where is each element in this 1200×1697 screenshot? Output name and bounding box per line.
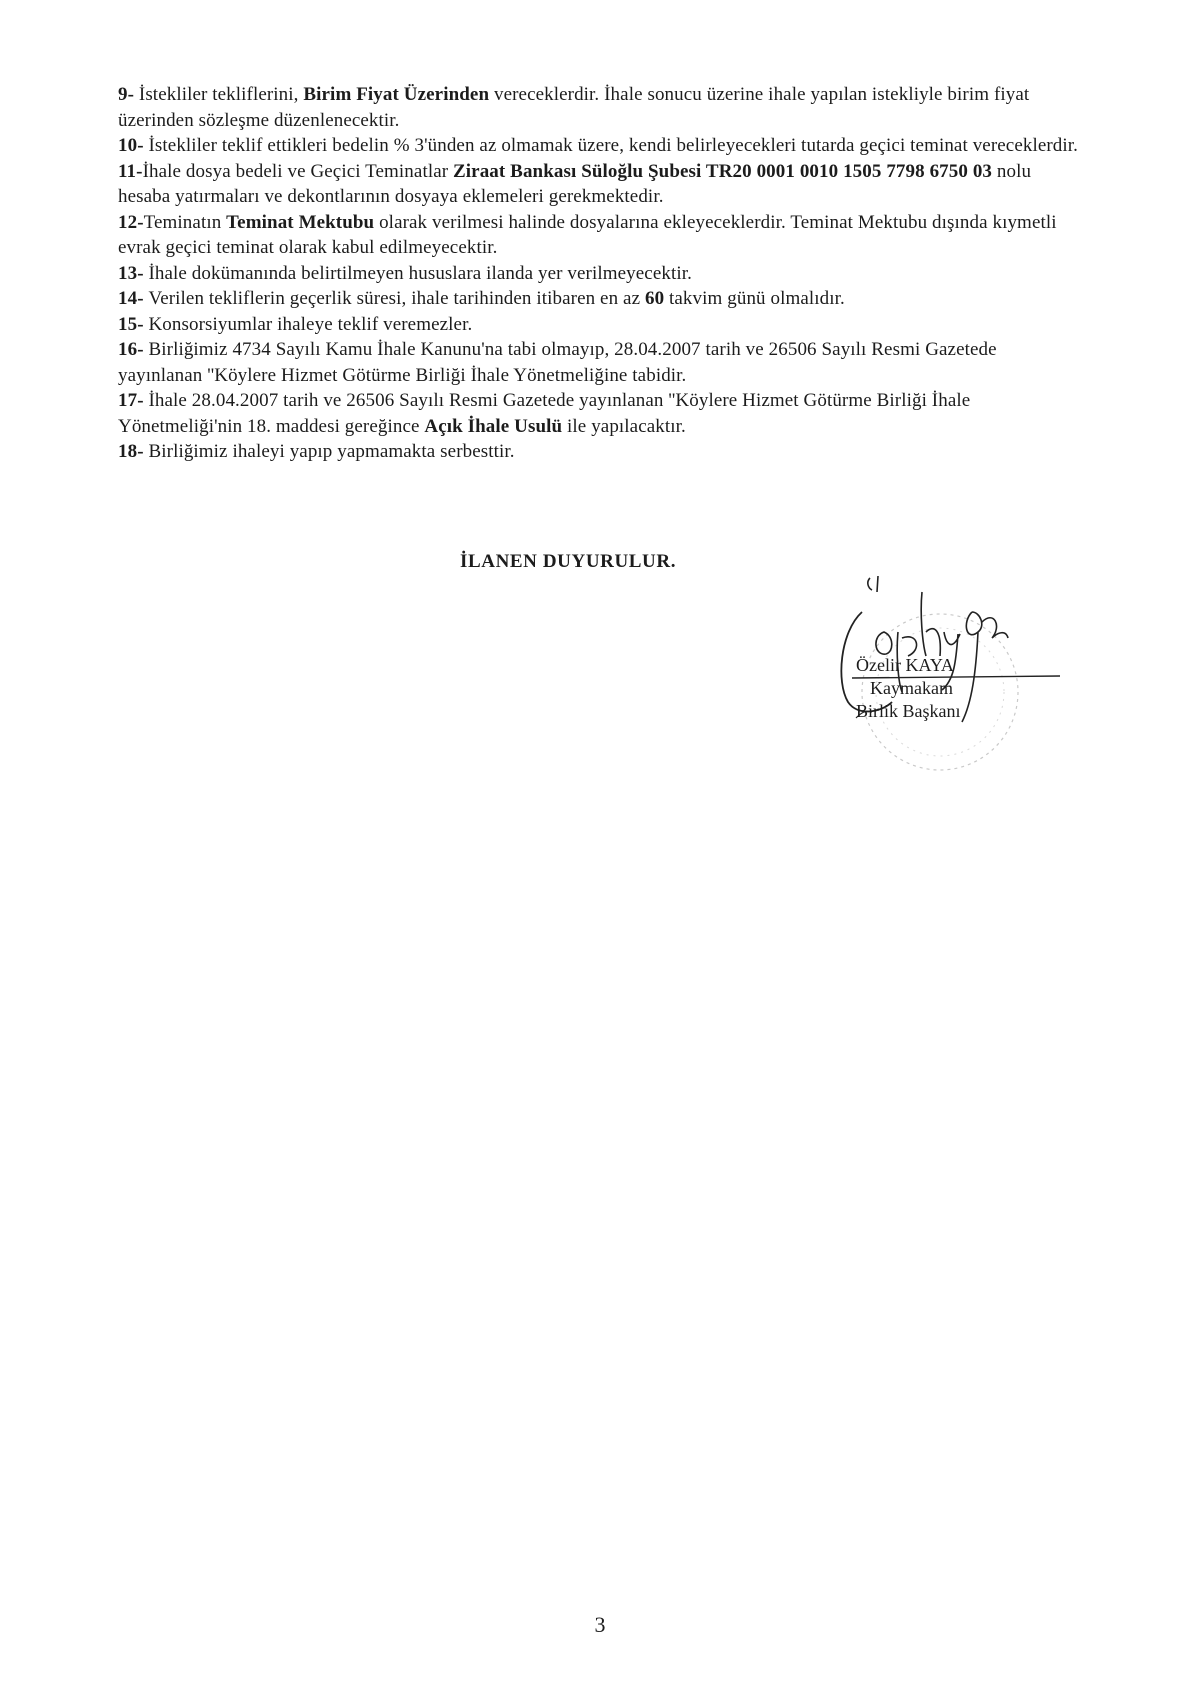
signatory-name: Özelir KAYA xyxy=(856,655,954,675)
clause-text: takvim günü olmalıdır. xyxy=(664,288,845,309)
clause-bold-text: Ziraat Bankası Süloğlu Şubesi TR20 0001 0010 1505 7798 6750 03 xyxy=(453,160,993,182)
clause-list xyxy=(118,82,1083,465)
clause-item xyxy=(118,210,1083,261)
clause-bold-text: 18- xyxy=(118,441,149,462)
clause-bold-text: 11- xyxy=(118,160,143,182)
clause-text: olarak verilmesi halinde dosyalarına ekleyeceklerdir. Teminat Mektubu dışında kıymetli evrak geçici teminat olarak kabul edilmeyecektir. xyxy=(118,211,1057,258)
clause-bold-text: Teminat Mektubu xyxy=(226,211,375,233)
clause-item xyxy=(118,261,1083,287)
clause-bold-text: 17- xyxy=(118,390,149,411)
clause-item xyxy=(118,159,1083,210)
clause-item xyxy=(118,388,1083,439)
clause-bold-text: 12- xyxy=(118,211,144,233)
clause-bold-text: 14- xyxy=(118,288,149,309)
clause-bold-text: 13- xyxy=(118,262,149,284)
clause-text: İhale dokümanında belirtilmeyen hususlara ilanda yer verilmeyecektir. xyxy=(148,262,692,284)
clause-text: Verilen tekliflerin geçerlik süresi, ihale tarihinden itibaren en az xyxy=(148,288,645,309)
clause-text: vereceklerdir. İhale sonucu üzerine ihale yapılan istekliyle birim fiyat üzerinden sözleşme düzenlenecektir. xyxy=(118,84,1030,131)
signatory-title: Kaymakam xyxy=(870,678,953,698)
clause-text: İhale 28.04.2007 tarih ve 26506 Sayılı Resmi Gazetede yayınlanan ''Köylere Hizmet Götürme Birliği İhale Yönetmeliği'nin 18. maddesi gereğince xyxy=(118,390,971,437)
clause-item xyxy=(118,82,1083,133)
clause-item xyxy=(118,439,1083,465)
clause-text: İhale dosya bedeli ve Geçici Teminatlar xyxy=(142,160,454,182)
clause-item xyxy=(118,312,1083,338)
clause-text: İstekliler tekliflerini, xyxy=(138,84,304,105)
clause-bold-text: 16- xyxy=(118,339,149,360)
clause-text: Birliğimiz ihaleyi yapıp yapmamakta serbesttir. xyxy=(148,441,515,462)
clause-text: nolu hesaba yatırmaları ve dekontlarının dosyaya eklemeleri gerekmektedir. xyxy=(118,160,1032,207)
signature-block xyxy=(822,572,1062,812)
clause-bold-text: Birim Fiyat Üzerinden xyxy=(303,84,490,105)
announcement-heading: İLANEN DUYURULUR. xyxy=(460,551,677,572)
clause-bold-text: 15- xyxy=(118,313,149,335)
clause-item xyxy=(118,286,1083,312)
signatory-role: Birlik Başkanı xyxy=(856,701,961,721)
clause-bold-text: 60 xyxy=(644,288,665,309)
clause-item xyxy=(118,337,1083,388)
clause-text: ile yapılacaktır. xyxy=(562,415,686,437)
clause-text: İstekliler teklif ettikleri bedelin % 3'ünden az olmamak üzere, kendi belirleyecekleri tutarda geçici teminat vereceklerdir. xyxy=(148,135,1079,156)
page-number: 3 xyxy=(594,1612,606,1637)
clause-item xyxy=(118,133,1083,159)
clause-bold-text: 10- xyxy=(118,135,149,156)
clause-text: Konsorsiyumlar ihaleye teklif veremezler. xyxy=(148,313,473,335)
clause-bold-text: Açık İhale Usulü xyxy=(424,415,563,437)
clause-bold-text: 9- xyxy=(118,84,139,105)
clause-text: Teminatın xyxy=(143,211,227,233)
clause-text: Birliğimiz 4734 Sayılı Kamu İhale Kanunu'na tabi olmayıp, 28.04.2007 tarih ve 26506 Sayılı Resmi Gazetede yayınlanan ''Köylere Hizmet Götürme Birliği İhale Yönetmeliğine tabidir. xyxy=(118,339,997,386)
